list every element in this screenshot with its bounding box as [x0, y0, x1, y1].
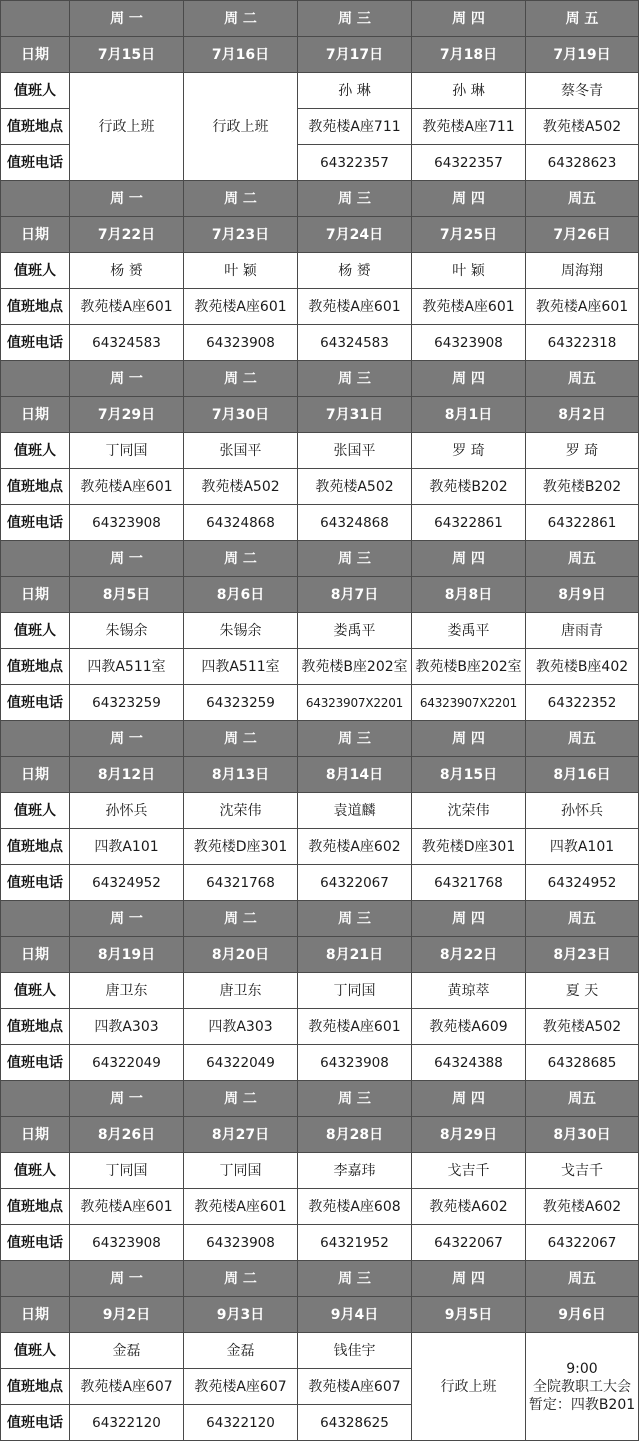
- duty-person-cell: 娄禹平: [297, 612, 412, 649]
- duty-person-cell: 沈荣伟: [183, 792, 298, 829]
- duty-phone-cell: 64322357: [411, 144, 526, 181]
- date-header: 9月4日: [297, 1296, 412, 1333]
- duty-location-cell: 教苑楼D座301: [411, 828, 526, 865]
- duty-location-cell: 教苑楼B座202室: [297, 648, 412, 685]
- date-header: 7月16日: [183, 36, 298, 73]
- duty-phone-cell: 64324952: [69, 864, 184, 901]
- duty-person-cell: 丁同国: [183, 1152, 298, 1189]
- duty-location-cell: 教苑楼A座601: [297, 288, 412, 325]
- weekday-header: 周五: [525, 540, 639, 577]
- duty-phone-cell: 64322318: [525, 324, 639, 361]
- week-block: [0, 180, 639, 360]
- weekday-header: 周 三: [297, 540, 412, 577]
- duty-phone-cell: 64324952: [525, 864, 639, 901]
- duty-phone-cell: 64323907X2201: [297, 684, 412, 721]
- week-block: [0, 360, 639, 540]
- weekday-header: 周 三: [297, 360, 412, 397]
- row-label-location: 值班地点: [0, 108, 70, 145]
- duty-location-cell: 教苑楼A座601: [525, 288, 639, 325]
- duty-location-cell: 四教A303: [183, 1008, 298, 1045]
- duty-person-cell: 罗 琦: [525, 432, 639, 469]
- duty-person-cell: 孙怀兵: [69, 792, 184, 829]
- date-header: 8月30日: [525, 1116, 639, 1153]
- duty-person-cell: 张国平: [183, 432, 298, 469]
- duty-location-cell: 教苑楼A502: [525, 108, 639, 145]
- weekday-header: 周 四: [411, 900, 526, 937]
- duty-phone-cell: 64322352: [525, 684, 639, 721]
- row-label-phone: 值班电话: [0, 864, 70, 901]
- date-header: 8月13日: [183, 756, 298, 793]
- duty-location-cell: 教苑楼B202: [411, 468, 526, 505]
- date-header: 8月14日: [297, 756, 412, 793]
- duty-person-cell: 戈吉千: [525, 1152, 639, 1189]
- duty-person-cell: 唐雨青: [525, 612, 639, 649]
- duty-person-cell: 李嘉玮: [297, 1152, 412, 1189]
- week-block: [0, 1080, 639, 1260]
- duty-location-cell: 教苑楼A座601: [69, 1188, 184, 1225]
- duty-person-cell: 蔡冬青: [525, 72, 639, 109]
- weekday-header: 周 四: [411, 720, 526, 757]
- week-block: [0, 0, 639, 180]
- duty-phone-cell: 64322067: [411, 1224, 526, 1261]
- date-header: 7月24日: [297, 216, 412, 253]
- duty-phone-cell: 64323259: [183, 684, 298, 721]
- duty-phone-cell: 64323908: [183, 1224, 298, 1261]
- duty-location-cell: 教苑楼A609: [411, 1008, 526, 1045]
- duty-person-cell: 金磊: [183, 1332, 298, 1369]
- duty-person-cell: 金磊: [69, 1332, 184, 1369]
- weekday-header: 周 二: [183, 0, 298, 37]
- duty-location-cell: 教苑楼A座601: [69, 468, 184, 505]
- duty-person-cell: 丁同国: [69, 1152, 184, 1189]
- merged-note-cell: 9:00 全院教职工大会 暂定：四教B201: [525, 1332, 639, 1441]
- row-label-location: 值班地点: [0, 1368, 70, 1405]
- header-corner: [0, 180, 70, 217]
- date-header: 9月6日: [525, 1296, 639, 1333]
- duty-location-cell: 教苑楼B202: [525, 468, 639, 505]
- duty-person-cell: 娄禹平: [411, 612, 526, 649]
- duty-location-cell: 教苑楼A座601: [183, 288, 298, 325]
- duty-location-cell: 四教A511室: [69, 648, 184, 685]
- duty-person-cell: 夏 天: [525, 972, 639, 1009]
- weekday-header: 周 二: [183, 540, 298, 577]
- duty-location-cell: 教苑楼A座601: [69, 288, 184, 325]
- weekday-header: 周五: [525, 1080, 639, 1117]
- duty-location-cell: 教苑楼A502: [297, 468, 412, 505]
- duty-person-cell: 杨 赟: [69, 252, 184, 289]
- duty-person-cell: 周海翔: [525, 252, 639, 289]
- duty-location-cell: 教苑楼B座402: [525, 648, 639, 685]
- duty-phone-cell: 64328685: [525, 1044, 639, 1081]
- duty-person-cell: 朱锡余: [69, 612, 184, 649]
- duty-location-cell: 教苑楼A座601: [411, 288, 526, 325]
- week-block: [0, 720, 639, 900]
- duty-phone-cell: 64324583: [297, 324, 412, 361]
- row-label-person: 值班人: [0, 1332, 70, 1369]
- duty-phone-cell: 64321768: [411, 864, 526, 901]
- duty-location-cell: 教苑楼A座601: [297, 1008, 412, 1045]
- header-corner: [0, 1080, 70, 1117]
- weekday-header: 周 四: [411, 1080, 526, 1117]
- weekday-header: 周 三: [297, 720, 412, 757]
- date-header: 8月15日: [411, 756, 526, 793]
- duty-person-cell: 黄琼萃: [411, 972, 526, 1009]
- duty-person-cell: 杨 赟: [297, 252, 412, 289]
- duty-location-cell: 四教A101: [525, 828, 639, 865]
- duty-person-cell: 朱锡余: [183, 612, 298, 649]
- weekday-header: 周 二: [183, 900, 298, 937]
- weekday-header: 周五: [525, 360, 639, 397]
- duty-location-cell: 教苑楼A座711: [297, 108, 412, 145]
- row-label-date: 日期: [0, 1116, 70, 1153]
- weekday-header: 周 二: [183, 720, 298, 757]
- weekday-header: 周 一: [69, 1080, 184, 1117]
- row-label-phone: 值班电话: [0, 1044, 70, 1081]
- duty-person-cell: 袁道麟: [297, 792, 412, 829]
- header-corner: [0, 1260, 70, 1297]
- date-header: 8月28日: [297, 1116, 412, 1153]
- duty-phone-cell: 64322861: [525, 504, 639, 541]
- week-block: [0, 900, 639, 1080]
- duty-location-cell: 教苑楼A602: [525, 1188, 639, 1225]
- header-corner: [0, 360, 70, 397]
- row-label-location: 值班地点: [0, 1008, 70, 1045]
- weekday-header: 周五: [525, 180, 639, 217]
- duty-location-cell: 教苑楼A座607: [297, 1368, 412, 1405]
- duty-phone-cell: 64323908: [297, 1044, 412, 1081]
- date-header: 7月30日: [183, 396, 298, 433]
- duty-person-cell: 孙 琳: [411, 72, 526, 109]
- date-header: 8月22日: [411, 936, 526, 973]
- duty-location-cell: 教苑楼A座602: [297, 828, 412, 865]
- weekday-header: 周 五: [525, 0, 639, 37]
- duty-person-cell: 叶 颖: [411, 252, 526, 289]
- weekday-header: 周 三: [297, 0, 412, 37]
- duty-location-cell: 教苑楼A座608: [297, 1188, 412, 1225]
- duty-person-cell: 唐卫东: [183, 972, 298, 1009]
- row-label-person: 值班人: [0, 72, 70, 109]
- row-label-date: 日期: [0, 396, 70, 433]
- row-label-person: 值班人: [0, 612, 70, 649]
- row-label-date: 日期: [0, 576, 70, 613]
- duty-phone-cell: 64322049: [183, 1044, 298, 1081]
- date-header: 7月29日: [69, 396, 184, 433]
- weekday-header: 周 一: [69, 360, 184, 397]
- header-corner: [0, 900, 70, 937]
- date-header: 7月15日: [69, 36, 184, 73]
- duty-phone-cell: 64322067: [297, 864, 412, 901]
- date-header: 8月2日: [525, 396, 639, 433]
- row-label-date: 日期: [0, 216, 70, 253]
- weekday-header: 周五: [525, 1260, 639, 1297]
- merged-note-cell: 行政上班: [183, 72, 298, 181]
- duty-phone-cell: 64322067: [525, 1224, 639, 1261]
- date-header: 8月26日: [69, 1116, 184, 1153]
- date-header: 8月29日: [411, 1116, 526, 1153]
- duty-location-cell: 教苑楼D座301: [183, 828, 298, 865]
- date-header: 7月18日: [411, 36, 526, 73]
- weekday-header: 周 一: [69, 180, 184, 217]
- duty-phone-cell: 64324868: [183, 504, 298, 541]
- week-block: [0, 540, 639, 720]
- duty-location-cell: 教苑楼A座607: [183, 1368, 298, 1405]
- duty-phone-cell: 64322049: [69, 1044, 184, 1081]
- duty-location-cell: 教苑楼A502: [525, 1008, 639, 1045]
- row-label-phone: 值班电话: [0, 144, 70, 181]
- date-header: 8月23日: [525, 936, 639, 973]
- duty-person-cell: 丁同国: [297, 972, 412, 1009]
- duty-phone-cell: 64322861: [411, 504, 526, 541]
- duty-phone-cell: 64323908: [69, 1224, 184, 1261]
- row-label-phone: 值班电话: [0, 1224, 70, 1261]
- duty-location-cell: 四教A303: [69, 1008, 184, 1045]
- row-label-date: 日期: [0, 36, 70, 73]
- duty-location-cell: 四教A101: [69, 828, 184, 865]
- duty-phone-cell: 64323908: [183, 324, 298, 361]
- row-label-location: 值班地点: [0, 648, 70, 685]
- weekday-header: 周 一: [69, 720, 184, 757]
- row-label-person: 值班人: [0, 1152, 70, 1189]
- duty-person-cell: 叶 颖: [183, 252, 298, 289]
- row-label-person: 值班人: [0, 972, 70, 1009]
- duty-phone-cell: 64323908: [411, 324, 526, 361]
- duty-phone-cell: 64321768: [183, 864, 298, 901]
- duty-person-cell: 孙 琳: [297, 72, 412, 109]
- date-header: 8月7日: [297, 576, 412, 613]
- duty-location-cell: 教苑楼A座607: [69, 1368, 184, 1405]
- weekday-header: 周 四: [411, 540, 526, 577]
- date-header: 7月31日: [297, 396, 412, 433]
- row-label-person: 值班人: [0, 432, 70, 469]
- weekday-header: 周 四: [411, 180, 526, 217]
- weekday-header: 周 一: [69, 0, 184, 37]
- duty-phone-cell: 64322120: [69, 1404, 184, 1441]
- row-label-location: 值班地点: [0, 828, 70, 865]
- duty-location-cell: 教苑楼A602: [411, 1188, 526, 1225]
- duty-phone-cell: 64323908: [69, 504, 184, 541]
- date-header: 8月5日: [69, 576, 184, 613]
- row-label-person: 值班人: [0, 252, 70, 289]
- date-header: 8月19日: [69, 936, 184, 973]
- date-header: 8月8日: [411, 576, 526, 613]
- date-header: 7月19日: [525, 36, 639, 73]
- row-label-date: 日期: [0, 1296, 70, 1333]
- duty-person-cell: 罗 琦: [411, 432, 526, 469]
- duty-phone-cell: 64324868: [297, 504, 412, 541]
- duty-phone-cell: 64328625: [297, 1404, 412, 1441]
- duty-person-cell: 孙怀兵: [525, 792, 639, 829]
- row-label-phone: 值班电话: [0, 684, 70, 721]
- weekday-header: 周 二: [183, 1260, 298, 1297]
- header-corner: [0, 540, 70, 577]
- week-block: [0, 1260, 639, 1440]
- date-header: 9月2日: [69, 1296, 184, 1333]
- date-header: 8月27日: [183, 1116, 298, 1153]
- duty-phone-cell: 64323907X2201: [411, 684, 526, 721]
- date-header: 8月6日: [183, 576, 298, 613]
- row-label-phone: 值班电话: [0, 504, 70, 541]
- date-header: 9月5日: [411, 1296, 526, 1333]
- weekday-header: 周 二: [183, 1080, 298, 1117]
- duty-person-cell: 钱佳宇: [297, 1332, 412, 1369]
- weekday-header: 周 二: [183, 360, 298, 397]
- row-label-date: 日期: [0, 756, 70, 793]
- duty-phone-cell: 64324388: [411, 1044, 526, 1081]
- row-label-person: 值班人: [0, 792, 70, 829]
- duty-location-cell: 教苑楼A座711: [411, 108, 526, 145]
- date-header: 8月1日: [411, 396, 526, 433]
- row-label-date: 日期: [0, 936, 70, 973]
- weekday-header: 周 二: [183, 180, 298, 217]
- weekday-header: 周 四: [411, 360, 526, 397]
- weekday-header: 周 四: [411, 0, 526, 37]
- duty-phone-cell: 64322120: [183, 1404, 298, 1441]
- weekday-header: 周 四: [411, 1260, 526, 1297]
- weekday-header: 周 三: [297, 1260, 412, 1297]
- date-header: 9月3日: [183, 1296, 298, 1333]
- date-header: 7月17日: [297, 36, 412, 73]
- date-header: 8月16日: [525, 756, 639, 793]
- duty-person-cell: 唐卫东: [69, 972, 184, 1009]
- duty-location-cell: 教苑楼A座601: [183, 1188, 298, 1225]
- row-label-phone: 值班电话: [0, 1404, 70, 1441]
- header-corner: [0, 720, 70, 757]
- weekday-header: 周 一: [69, 540, 184, 577]
- date-header: 7月22日: [69, 216, 184, 253]
- weekday-header: 周 三: [297, 1080, 412, 1117]
- weekday-header: 周 一: [69, 1260, 184, 1297]
- duty-phone-cell: 64324583: [69, 324, 184, 361]
- duty-location-cell: 教苑楼A502: [183, 468, 298, 505]
- merged-note-cell: 行政上班: [69, 72, 184, 181]
- header-corner: [0, 0, 70, 37]
- row-label-phone: 值班电话: [0, 324, 70, 361]
- weekday-header: 周五: [525, 900, 639, 937]
- weekday-header: 周 三: [297, 180, 412, 217]
- merged-note-cell: 行政上班: [411, 1332, 526, 1441]
- date-header: 7月26日: [525, 216, 639, 253]
- date-header: 8月12日: [69, 756, 184, 793]
- duty-phone-cell: 64323259: [69, 684, 184, 721]
- duty-phone-cell: 64321952: [297, 1224, 412, 1261]
- weekday-header: 周五: [525, 720, 639, 757]
- date-header: 8月20日: [183, 936, 298, 973]
- date-header: 8月9日: [525, 576, 639, 613]
- duty-person-cell: 戈吉千: [411, 1152, 526, 1189]
- duty-person-cell: 沈荣伟: [411, 792, 526, 829]
- duty-phone-cell: 64328623: [525, 144, 639, 181]
- date-header: 7月25日: [411, 216, 526, 253]
- duty-location-cell: 教苑楼B座202室: [411, 648, 526, 685]
- duty-location-cell: 四教A511室: [183, 648, 298, 685]
- row-label-location: 值班地点: [0, 288, 70, 325]
- row-label-location: 值班地点: [0, 1188, 70, 1225]
- weekday-header: 周 三: [297, 900, 412, 937]
- date-header: 7月23日: [183, 216, 298, 253]
- duty-person-cell: 张国平: [297, 432, 412, 469]
- row-label-location: 值班地点: [0, 468, 70, 505]
- duty-person-cell: 丁同国: [69, 432, 184, 469]
- weekday-header: 周 一: [69, 900, 184, 937]
- duty-phone-cell: 64322357: [297, 144, 412, 181]
- date-header: 8月21日: [297, 936, 412, 973]
